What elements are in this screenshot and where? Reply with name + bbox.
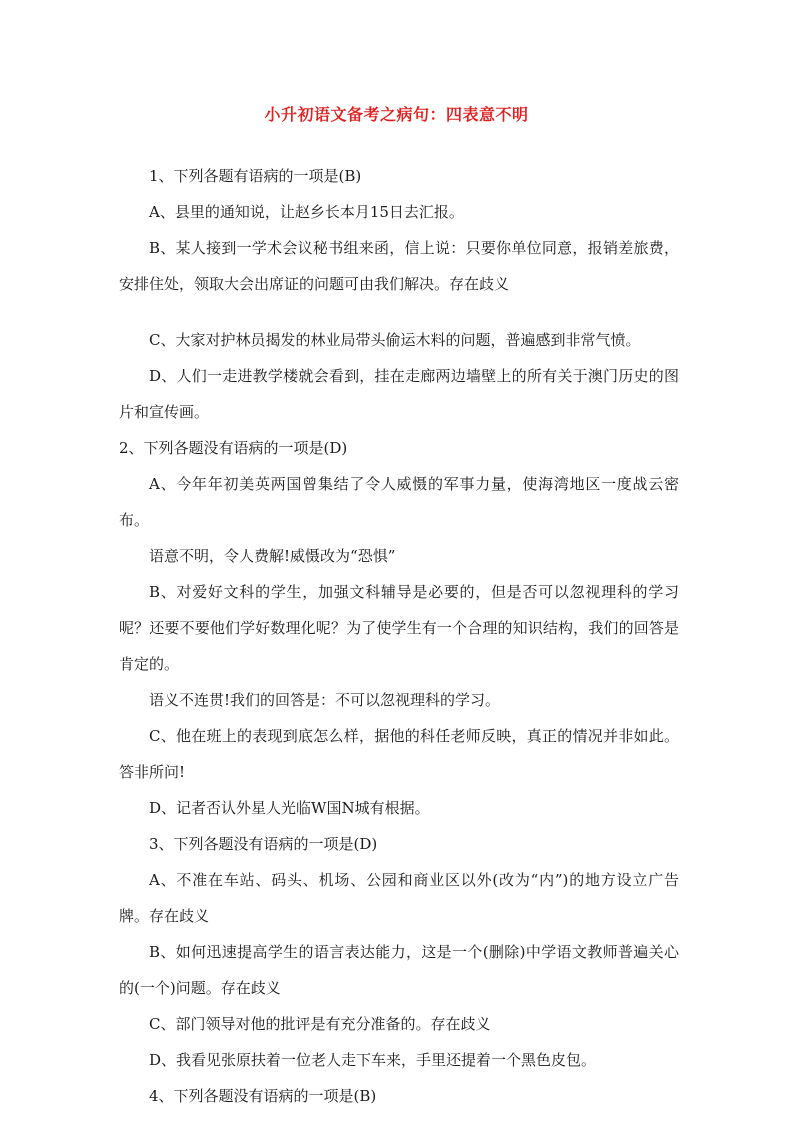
question-1-option-a: A、县里的通知说，让赵乡长本月15日去汇报。 [149, 203, 464, 221]
question-1-option-b: B、某人接到一学术会议秘书组来函，信上说：只要你单位同意，报销差旅费，安排住处，领取大会出席证的问题可由我们解决。存在歧义 [119, 239, 679, 293]
document-body [119, 158, 679, 1114]
question-2-note-b: 语义不连贯!我们的回答是：不可以忽视理科的学习。 [149, 691, 501, 709]
question-3-option-a: A、不准在车站、码头、机场、公园和商业区以外(改为“内”)的地方设立广告牌。存在歧义 [119, 871, 679, 925]
question-2-option-a: A、今年年初美英两国曾集结了令人威慑的军事力量，使海湾地区一度战云密布。 [119, 475, 679, 529]
question-3-option-c: C、部门领导对他的批评是有充分准备的。存在歧义 [149, 1015, 491, 1033]
question-1: 1、下列各题有语病的一项是(B) [149, 167, 362, 185]
question-1-option-c: C、大家对护林员揭发的林业局带头偷运木料的问题，普遍感到非常气愤。 [149, 331, 641, 349]
question-2-note-a: 语意不明，令人费解!威慑改为“恐惧” [149, 547, 396, 565]
question-3-option-d: D、我看见张原扶着一位老人走下车来，手里还提着一个黑色皮包。 [149, 1051, 597, 1069]
question-3: 3、下列各题没有语病的一项是(D) [149, 835, 378, 853]
question-4: 4、下列各题没有语病的一项是(B) [149, 1087, 377, 1105]
question-3-option-b: B、如何迅速提高学生的语言表达能力，这是一个(删除)中学语文教师普遍关心的(一个)问题。存在歧义 [119, 943, 679, 997]
question-2: 2、下列各题没有语病的一项是(D) [119, 439, 348, 457]
question-2-option-c: C、他在班上的表现到底怎么样，据他的科任老师反映，真正的情况并非如此。答非所问! [119, 727, 679, 781]
question-2-option-b: B、对爱好文科的学生，加强文科辅导是必要的，但是否可以忽视理科的学习呢？还要不要他们学好数理化呢？为了使学生有一个合理的知识结构，我们的回答是肯定的。 [119, 583, 679, 673]
paragraph-gap [119, 302, 679, 322]
document-title: 小升初语文备考之病句：四表意不明 [264, 105, 529, 124]
question-2-option-d: D、记者否认外星人光临W国N城有根据。 [149, 799, 430, 817]
question-1-option-d: D、人们一走进教学楼就会看到，挂在走廊两边墙壁上的所有关于澳门历史的图片和宣传画。 [119, 367, 679, 421]
